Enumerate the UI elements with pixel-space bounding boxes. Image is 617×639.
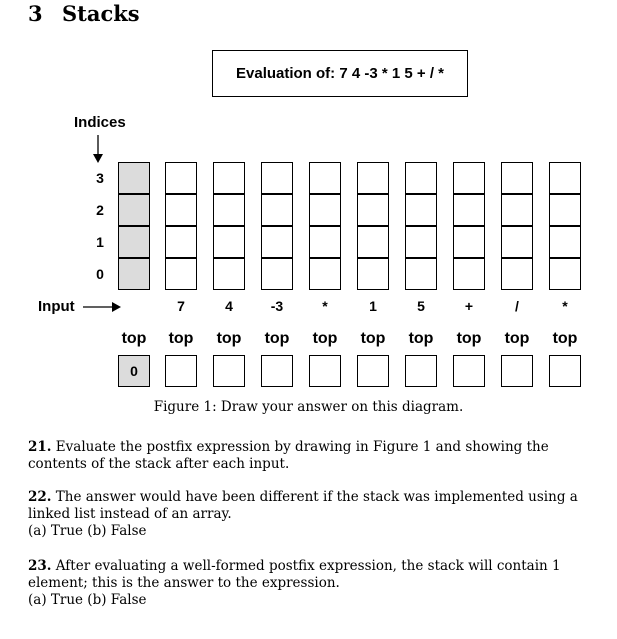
expression-title: Evaluation of: 7 4 -3 * 1 5 + / * [236,65,444,82]
stack-column-3 [261,162,293,290]
stack-cell[interactable] [549,162,581,194]
stack-cell[interactable] [261,226,293,258]
top-label: top [216,330,242,347]
section-number: 3 [28,1,43,26]
section-heading [28,1,140,26]
top-label: top [168,330,194,347]
top-label: top [121,330,147,347]
top-value-box[interactable] [453,355,485,387]
question-options: (a) True (b) False [28,592,147,608]
stack-cell[interactable] [453,226,485,258]
top-value-box[interactable] [549,355,581,387]
stack-cell[interactable] [309,162,341,194]
input-token: 5 [417,298,425,314]
down-arrow-icon [93,135,103,163]
stack-cell[interactable] [118,258,150,290]
question-number: 22. [28,489,52,505]
stack-cell[interactable] [118,194,150,226]
top-value-box[interactable] [165,355,197,387]
input-token: -3 [270,298,284,314]
question-21 [28,439,596,473]
index-label-1: 1 [96,234,104,250]
stack-cell[interactable] [213,194,245,226]
top-label: top [312,330,338,347]
stack-cell[interactable] [453,194,485,226]
stack-cell[interactable] [405,162,437,194]
stack-cell[interactable] [357,226,389,258]
stack-cell[interactable] [309,194,341,226]
index-label-0: 0 [96,266,104,282]
input-token: + [464,298,474,314]
question-number: 23. [28,558,52,574]
question-options: (a) True (b) False [28,523,147,539]
stack-cell[interactable] [357,258,389,290]
input-token: * [562,298,568,314]
stack-cell[interactable] [405,194,437,226]
top-value-box[interactable] [261,355,293,387]
question-number: 21. [28,439,52,455]
stack-cell[interactable] [501,226,533,258]
stack-cell[interactable] [165,194,197,226]
top-value-box[interactable] [213,355,245,387]
stack-column-9 [549,162,581,290]
stack-cell[interactable] [213,162,245,194]
top-label: top [264,330,290,347]
stack-cell[interactable] [118,162,150,194]
stack-cell[interactable] [213,226,245,258]
stack-cell[interactable] [165,258,197,290]
stack-cell[interactable] [357,194,389,226]
input-token: 7 [177,298,185,314]
stack-column-1 [165,162,197,290]
top-value-box[interactable] [357,355,389,387]
question-text: The answer would have been different if the stack was implemented using a linked list instead of an array. [28,489,578,522]
stack-cell[interactable] [501,258,533,290]
top-value-box[interactable] [501,355,533,387]
stack-cell[interactable] [261,258,293,290]
top-value-box[interactable]: 0 [118,355,150,387]
top-label: top [408,330,434,347]
input-label: Input [38,298,75,315]
stack-cell[interactable] [549,194,581,226]
stack-column-5 [357,162,389,290]
stack-cell[interactable] [261,194,293,226]
input-token: 4 [225,298,233,314]
input-token: * [322,298,328,314]
index-label-3: 3 [96,170,104,186]
index-label-2: 2 [96,202,104,218]
stack-column-6 [405,162,437,290]
question-text: Evaluate the postfix expression by drawing in Figure 1 and showing the contents of the stack after each input. [28,439,549,472]
stack-cell[interactable] [549,258,581,290]
stack-cell[interactable] [213,258,245,290]
stack-cell[interactable] [501,194,533,226]
section-title: Stacks [62,1,140,26]
top-label: top [504,330,530,347]
stack-column-7 [453,162,485,290]
top-label: top [552,330,578,347]
top-value-box[interactable] [309,355,341,387]
stack-column-2 [213,162,245,290]
top-label: top [360,330,386,347]
stack-cell[interactable] [165,162,197,194]
top-value-box[interactable] [405,355,437,387]
stack-column-8 [501,162,533,290]
stack-cell[interactable] [309,226,341,258]
stack-cell[interactable] [405,258,437,290]
expression-title-box [212,50,468,97]
stack-column-0 [118,162,150,290]
question-22 [28,489,596,540]
stack-cell[interactable] [118,226,150,258]
right-arrow-icon [83,302,121,312]
stack-cell[interactable] [549,226,581,258]
top-label: top [456,330,482,347]
stack-cell[interactable] [309,258,341,290]
question-text: After evaluating a well-formed postfix expression, the stack will contain 1 element; this is the answer to the expression. [28,558,561,591]
stack-cell[interactable] [357,162,389,194]
stack-cell[interactable] [165,226,197,258]
stack-column-4 [309,162,341,290]
question-23 [28,558,596,609]
input-token: 1 [369,298,377,314]
stack-cell[interactable] [501,162,533,194]
indices-label: Indices [74,114,126,131]
stack-cell[interactable] [405,226,437,258]
input-token: / [515,298,519,314]
stack-cell[interactable] [453,258,485,290]
stack-cell[interactable] [261,162,293,194]
stack-cell[interactable] [453,162,485,194]
figure-caption: Figure 1: Draw your answer on this diagram. [153,399,464,415]
